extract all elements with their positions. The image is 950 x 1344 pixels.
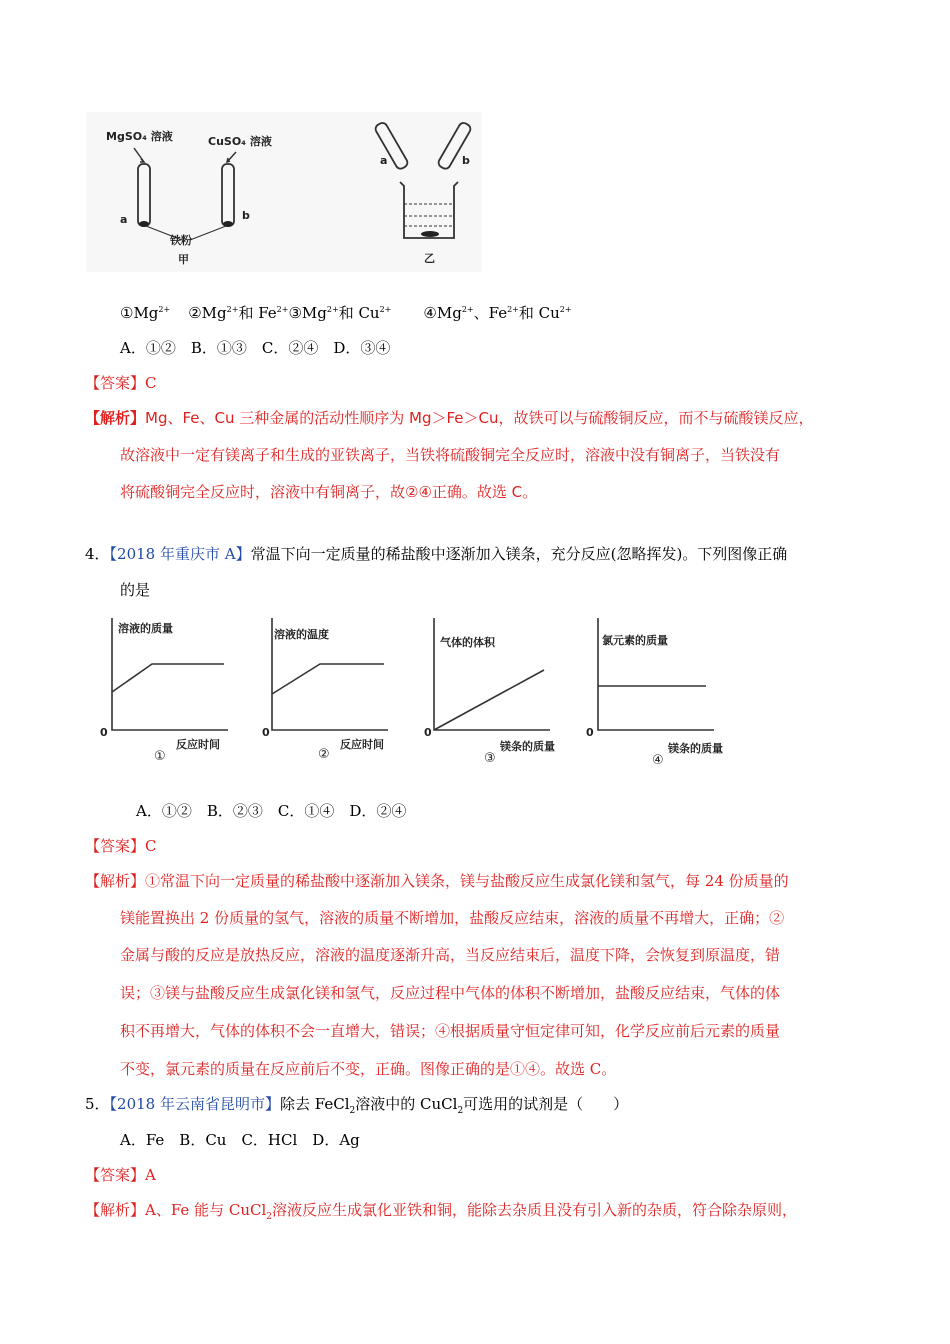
graph-2-ylabel: 溶液的温度 — [274, 628, 329, 641]
q3-choices: A．①② B．①③ C．②④ D．③④ — [120, 339, 391, 357]
label-a-yi: a — [380, 154, 388, 167]
graph-3-curve — [434, 670, 544, 730]
graph-1-caption: ① — [154, 749, 166, 764]
q3-analysis-line-1: 【解析】Mg、Fe、Cu 三种金属的活动性顺序为 Mg＞Fe＞Cu，故铁可以与硫酸铜反应，而不与硫酸镁反应， — [85, 409, 814, 427]
graph-1-ylabel: 溶液的质量 — [118, 622, 173, 635]
label-b-jia: b — [242, 209, 250, 222]
label-cuso4: CuSO₄ 溶液 — [208, 135, 272, 148]
q4-stem-line-2: 的是 — [120, 581, 151, 599]
graph-3-ylabel: 气体的体积 — [440, 636, 495, 649]
label-a-jia: a — [120, 213, 128, 226]
q5-choices: A．Fe B．Cu C．HCl D．Ag — [120, 1131, 360, 1149]
q5-stem: 5．【2018 年云南省昆明市】除去 FeCl$_2$溶液中的 CuCl$_2$可选用的试剂是（ ） — [85, 1095, 629, 1116]
caption-yi: 乙 — [424, 252, 435, 265]
graph-4-ylabel: 氯元素的质量 — [602, 634, 668, 647]
caption-jia: 甲 — [178, 253, 189, 266]
graph-1-xlabel: 反应时间 — [176, 738, 220, 751]
q3-ion-options: $①Mg^{2+}$ $②Mg^{2+}$和 $Fe^{2+}③Mg^{2+}$和 $Cu^{2+}$ $④Mg^{2+}$、$Fe^{2+}$和 $Cu^{2+}$ — [120, 304, 572, 322]
q4-analysis-line-6: 不变，氯元素的质量在反应前后不变，正确。图像正确的是①④。故选 C。 — [120, 1060, 617, 1078]
q5-answer: 【答案】A — [85, 1166, 156, 1184]
q5-analysis-line-1: 【解析】A、Fe 能与 CuCl$_2$溶液反应生成氯化亚铁和铜，能除去杂质且没有引入新的杂质，符合除杂原则， — [85, 1201, 798, 1222]
q4-analysis-line-2: 镁能置换出 2 份质量的氢气，溶液的质量不断增加，盐酸反应结束，溶液的质量不再增大，正确；② — [120, 909, 785, 927]
figure-yi — [372, 112, 482, 272]
q3-answer: 【答案】C — [85, 374, 157, 392]
q4-choices: A．①② B．②③ C．①④ D．②④ — [136, 802, 407, 820]
label-b-yi: b — [462, 154, 470, 167]
label-iron-powder: 铁粉 — [170, 234, 192, 247]
q3-analysis-line-2: 故溶液中一定有镁离子和生成的亚铁离子，当铁将硫酸铜完全反应时，溶液中没有铜离子，当铁没有 — [120, 446, 781, 464]
q4-answer: 【答案】C — [85, 837, 157, 855]
graph-2 — [258, 612, 418, 772]
graph-2-caption: ② — [318, 747, 330, 762]
graph-1-curve — [112, 664, 224, 692]
label-mgso4: MgSO₄ 溶液 — [106, 130, 173, 143]
graph-2-curve — [272, 664, 384, 694]
graph-1 — [96, 612, 256, 772]
graph-3-origin: 0 — [424, 726, 432, 739]
q4-analysis-line-4: 误；③镁与盐酸反应生成氯化镁和氢气，反应过程中气体的体积不断增加，盐酸反应结束，气体的体 — [120, 984, 781, 1002]
graph-4-origin: 0 — [586, 726, 594, 739]
graph-3 — [420, 612, 580, 772]
graph-4 — [582, 612, 752, 772]
graph-1-origin: 0 — [100, 726, 108, 739]
graph-2-origin: 0 — [262, 726, 270, 739]
q3-analysis-line-3: 将硫酸铜完全反应时，溶液中有铜离子，故②④正确。故选 C。 — [120, 483, 538, 501]
q4-analysis-line-5: 积不再增大，气体的体积不会一直增大，错误；④根据质量守恒定律可知，化学反应前后元素的质量 — [120, 1022, 781, 1040]
graph-3-caption: ③ — [484, 751, 496, 766]
q4-stem-line-1: 4．【2018 年重庆市 A】常温下向一定质量的稀盐酸中逐渐加入镁条，充分反应(忽略挥发)。下列图像正确 — [85, 545, 788, 563]
q4-analysis-line-1: 【解析】①常温下向一定质量的稀盐酸中逐渐加入镁条，镁与盐酸反应生成氯化镁和氢气，每 24 份质量的 — [85, 872, 789, 890]
figure-jia — [86, 112, 406, 272]
graph-3-xlabel: 镁条的质量 — [500, 740, 555, 753]
graph-4-caption: ④ — [652, 753, 664, 768]
q4-analysis-line-3: 金属与酸的反应是放热反应，溶液的温度逐渐升高，当反应结束后，温度下降，会恢复到原温度，错 — [120, 946, 781, 964]
graph-2-xlabel: 反应时间 — [340, 738, 384, 751]
graph-4-xlabel: 镁条的质量 — [668, 742, 723, 755]
